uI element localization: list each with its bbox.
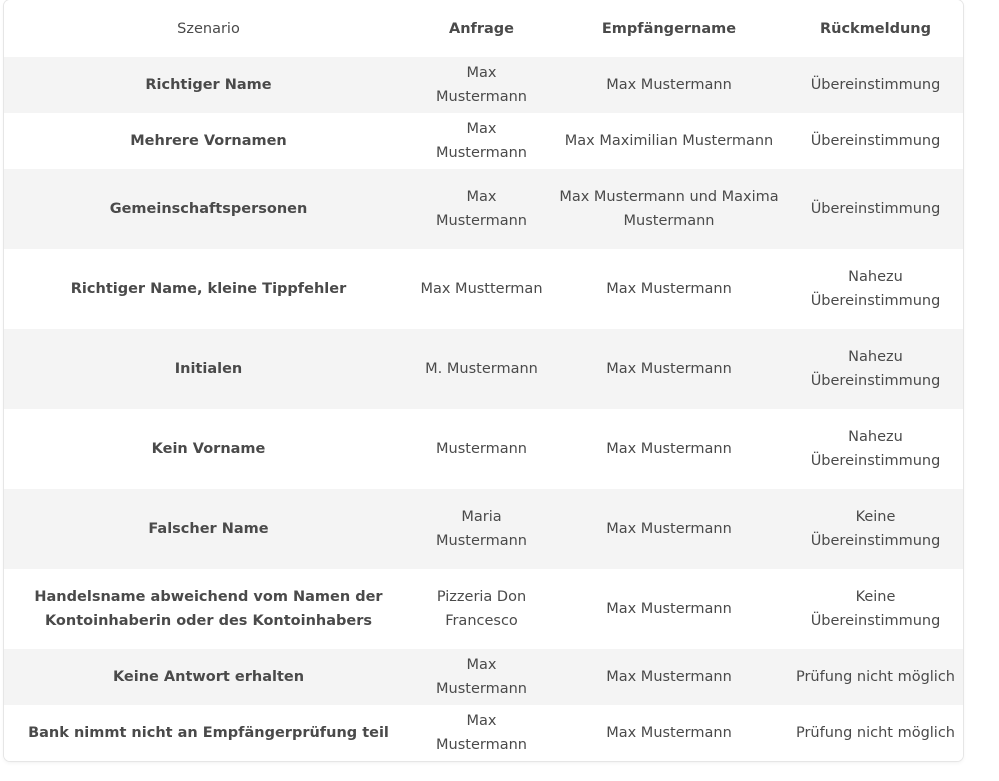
recipient-cell: Max Mustermann und Maxima Mustermann	[559, 189, 779, 229]
table-row	[4, 249, 963, 329]
response-cell: Keine Übereinstimmung	[810, 589, 941, 629]
recipient-cell: Max Mustermann	[606, 601, 732, 617]
scenario-cell: Initialen	[174, 361, 243, 377]
scenario-cell: Richtiger Name	[145, 77, 272, 93]
request-cell: Max Mustermann	[436, 189, 527, 229]
scenario-cell: Bank nimmt nicht an Empfängerprüfung teil	[28, 725, 389, 741]
table-row	[4, 489, 963, 569]
recipient-cell: Max Mustermann	[606, 441, 732, 457]
recipient-cell: Max Mustermann	[606, 669, 732, 685]
request-cell: Max Mustermann	[436, 65, 527, 105]
recipient-cell: Max Mustermann	[606, 725, 732, 741]
request-cell: Mustermann	[436, 441, 527, 457]
request-cell: Max Mustermann	[436, 713, 527, 753]
table-header-row	[4, 0, 963, 57]
request-cell: Maria Mustermann	[436, 509, 527, 549]
request-cell: Max Mustterman	[420, 281, 543, 297]
recipient-cell: Max Mustermann	[606, 77, 732, 93]
comparison-table-card	[4, 0, 963, 761]
recipient-cell: Max Maximilian Mustermann	[564, 133, 774, 149]
header-response: Rückmeldung	[819, 20, 932, 37]
response-cell: Übereinstimmung	[810, 77, 941, 93]
response-cell: Prüfung nicht möglich	[795, 725, 956, 741]
header-scenario: Szenario	[177, 20, 240, 37]
scenario-cell: Gemeinschaftspersonen	[109, 201, 308, 217]
response-cell: Keine Übereinstimmung	[810, 509, 941, 549]
response-cell: Nahezu Übereinstimmung	[810, 269, 941, 309]
response-cell: Nahezu Übereinstimmung	[810, 349, 941, 389]
header-recipient-name: Empfängername	[601, 20, 737, 37]
scenario-cell: Keine Antwort erhalten	[112, 669, 305, 685]
response-cell: Prüfung nicht möglich	[795, 669, 956, 685]
response-cell: Nahezu Übereinstimmung	[810, 429, 941, 469]
table-row	[4, 169, 963, 249]
scenario-cell: Richtiger Name, kleine Tippfehler	[70, 281, 347, 297]
table-row	[4, 113, 963, 169]
scenario-cell: Falscher Name	[148, 521, 269, 537]
scenario-cell: Handelsname abweichend vom Namen der Kontoinhaberin oder des Kontoinhabers	[34, 589, 383, 629]
scenario-cell: Kein Vorname	[151, 441, 266, 457]
request-cell: Pizzeria Don Francesco	[436, 589, 527, 629]
recipient-cell: Max Mustermann	[606, 281, 732, 297]
request-cell: Max Mustermann	[436, 657, 527, 697]
recipient-cell: Max Mustermann	[606, 361, 732, 377]
table-row	[4, 705, 963, 761]
payee-verification-table	[4, 0, 963, 761]
scenario-cell: Mehrere Vornamen	[130, 133, 287, 149]
table-row	[4, 569, 963, 649]
table-row	[4, 649, 963, 705]
table-row	[4, 57, 963, 113]
table-row	[4, 329, 963, 409]
request-cell: Max Mustermann	[436, 121, 527, 161]
request-cell: M. Mustermann	[425, 361, 538, 377]
response-cell: Übereinstimmung	[810, 133, 941, 149]
response-cell: Übereinstimmung	[810, 201, 941, 217]
recipient-cell: Max Mustermann	[606, 521, 732, 537]
header-request: Anfrage	[448, 20, 514, 37]
table-row	[4, 409, 963, 489]
